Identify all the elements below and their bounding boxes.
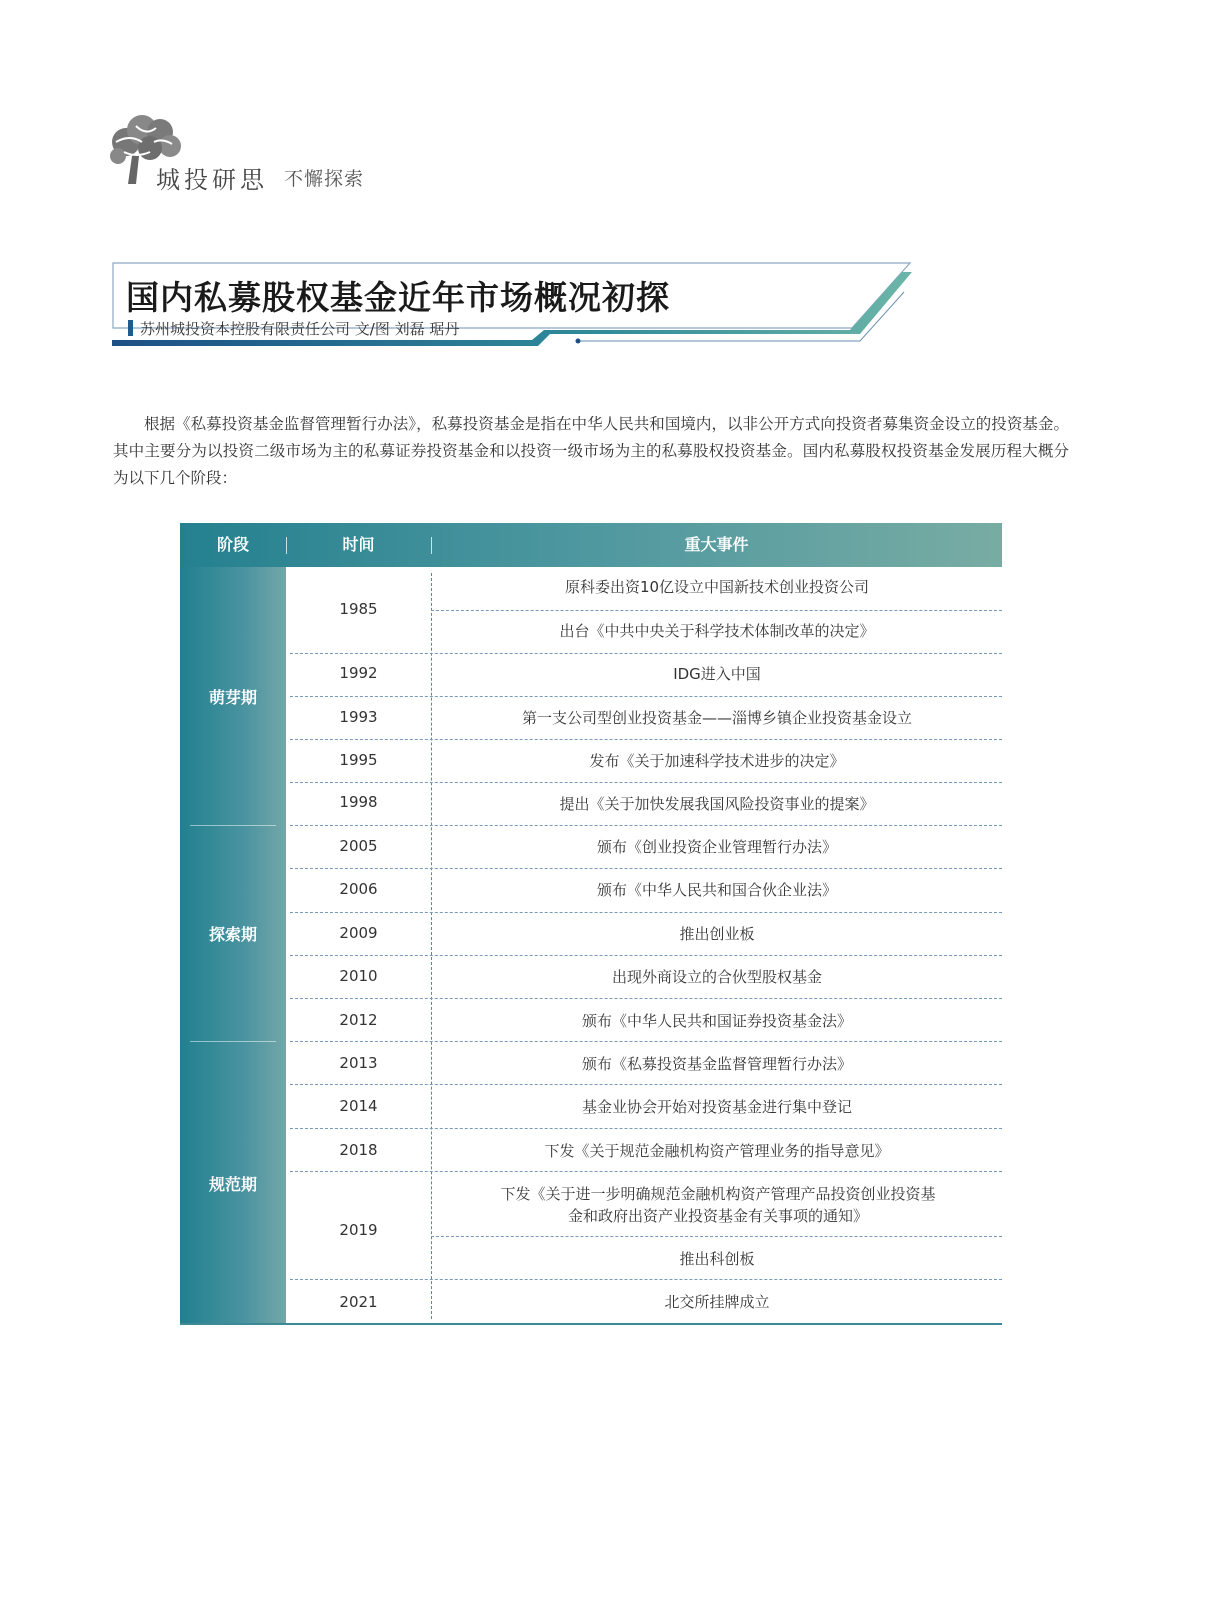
year-cell: 1998 [339,793,378,811]
year-cell: 2009 [339,924,378,942]
year-cell: 1993 [339,708,378,726]
row-divider [290,653,1002,654]
year-cell: 1985 [339,600,378,618]
row-divider [290,955,1002,956]
year-cell: 2021 [339,1293,378,1311]
article-byline: 苏州城投资本控股有限责任公司 文/图 刘磊 琚丹 [140,320,460,338]
header-events: 重大事件 [684,535,749,554]
row-divider [290,1041,1002,1042]
logo-slogan: 不懈探索 [284,168,365,190]
row-divider [290,1171,1002,1172]
event-cell: 下发《关于进一步明确规范金融机构资产管理产品投资创业投资基金和政府出资产业投资基金有关事项的通知》 [500,1185,936,1225]
year-cell: 2005 [339,837,378,855]
timeline-table [180,523,1002,1325]
row-divider [290,998,1002,999]
header-time: 时间 [342,535,375,554]
event-cell: 颁布《中华人民共和国证券投资基金法》 [581,1012,852,1030]
stage-column [180,567,286,1325]
table-header [180,523,1002,567]
row-divider [290,1128,1002,1129]
event-cell: 第一支公司型创业投资基金——淄博乡镇企业投资基金设立 [521,709,912,727]
row-divider [431,1236,1002,1237]
intro-paragraph: 根据《私募投资基金监督管理暂行办法》，私募投资基金是指在中华人民共和国境内，以非公开方式向投资者募集资金设立的投资基金。其中主要分为以投资二级市场为主的私募证券投资基金和以投资一级市场为主的私募股权投资基金。国内私募股权投资基金发展历程大概分为以下几个阶段： [113,415,1069,487]
year-cell: 2013 [339,1054,378,1072]
year-cell: 2019 [339,1221,378,1239]
header-stage: 阶段 [216,535,249,554]
byline-marker [128,320,133,336]
row-divider [290,739,1002,740]
stage-germination: 萌芽期 [208,688,257,707]
event-cell: 出台《中共中央关于科学技术体制改革的决定》 [559,622,875,640]
event-cell: 北交所挂牌成立 [664,1293,770,1311]
year-cell: 1995 [339,751,378,769]
row-divider [431,610,1002,611]
row-divider [290,912,1002,913]
row-divider [290,1084,1002,1085]
article-title: 国内私募股权基金近年市场概况初探 [126,278,670,317]
row-divider [290,1279,1002,1280]
event-cell: 推出创业板 [679,925,755,943]
row-divider [290,696,1002,697]
row-divider [290,868,1002,869]
event-cell: 颁布《创业投资企业管理暂行办法》 [596,838,837,856]
year-cell: 2014 [339,1097,378,1115]
event-cell: 基金业协会开始对投资基金进行集中登记 [581,1098,852,1116]
year-cell: 1992 [339,664,378,682]
event-cell: 发布《关于加速科学技术进步的决定》 [589,752,845,770]
event-cell: 下发《关于规范金融机构资产管理业务的指导意见》 [544,1142,890,1160]
row-divider [290,782,1002,783]
event-cell: 提出《关于加快发展我国风险投资事业的提案》 [559,795,875,813]
table-bottom-border [180,1323,1002,1325]
stage-divider [190,825,276,826]
stage-standardization: 规范期 [208,1175,257,1194]
year-cell: 2018 [339,1141,378,1159]
year-cell: 2012 [339,1011,378,1029]
event-cell: 出现外商设立的合伙型股权基金 [611,968,822,986]
logo-name: 城投研思 [156,166,268,194]
event-cell: 原科委出资10亿设立中国新技术创业投资公司 [564,578,870,596]
event-cell: 颁布《私募投资基金监督管理暂行办法》 [581,1055,852,1073]
event-cell: 推出科创板 [679,1250,755,1268]
year-cell: 2006 [339,880,378,898]
logo [106,112,426,202]
year-cell: 2010 [339,967,378,985]
title-banner [112,262,932,362]
stage-divider [190,1041,276,1042]
event-cell: IDG进入中国 [673,665,761,683]
stage-exploration: 探索期 [208,925,257,944]
row-divider [290,825,1002,826]
event-cell: 颁布《中华人民共和国合伙企业法》 [596,881,837,899]
